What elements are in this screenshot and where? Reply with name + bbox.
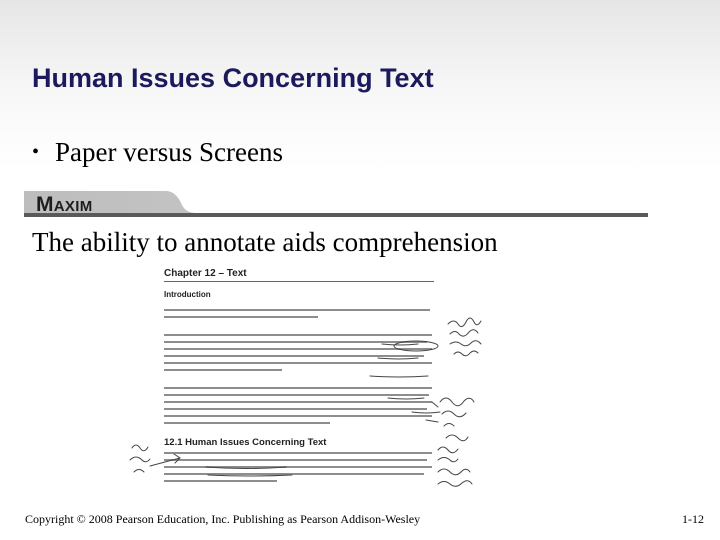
maxim-statement: The ability to annotate aids comprehension — [32, 227, 498, 257]
page-number: 1-12 — [682, 512, 704, 526]
maxim-banner — [24, 191, 648, 219]
copyright-footer: Copyright © 2008 Pearson Education, Inc. Publishing as Pearson Addison-Wesley — [25, 512, 421, 526]
maxim-label-rest: AXIM — [53, 198, 93, 215]
bullet-text: Paper versus Screens — [55, 137, 283, 167]
bullet-item — [32, 137, 283, 168]
scan-intro-heading: Introduction — [164, 290, 211, 299]
scan-chapter-heading: Chapter 12 – Text — [164, 268, 247, 279]
handwritten-annotations — [120, 262, 500, 497]
maxim-label — [36, 193, 93, 217]
annotated-page-image — [120, 262, 500, 497]
scan-section-heading: 12.1 Human Issues Concerning Text — [164, 437, 327, 448]
bullet-dot-icon: • — [32, 141, 40, 163]
maxim-label-first: M — [36, 193, 54, 216]
slide-title: Human Issues Concerning Text — [32, 63, 434, 93]
